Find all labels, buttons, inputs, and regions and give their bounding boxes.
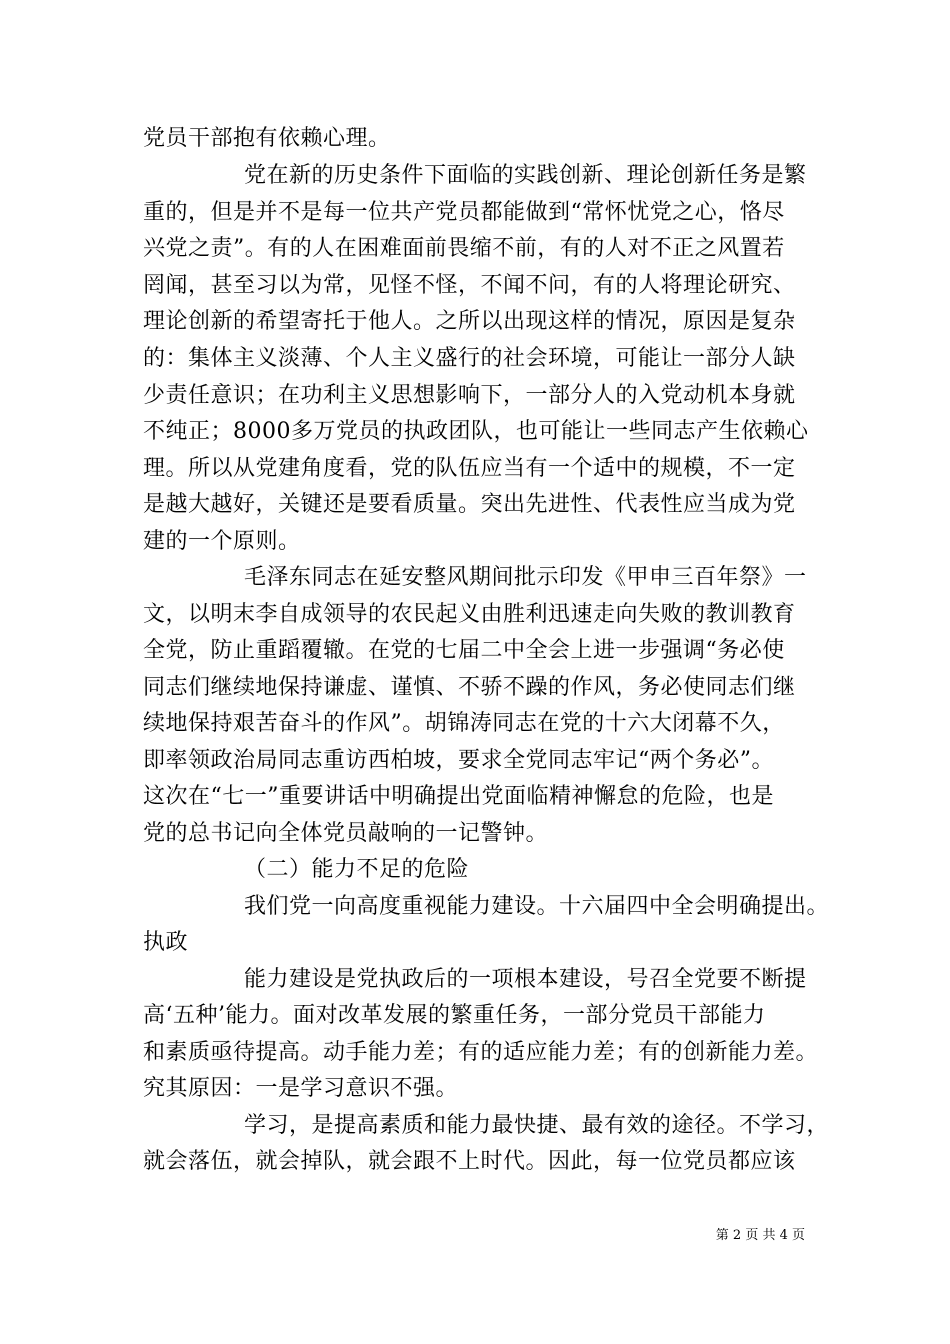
text-line: 党员干部抱有依赖心理。 (143, 126, 391, 151)
text-line: 究其原因：一是学习意识不强。 (143, 1076, 459, 1101)
text-line: 建的一个原则。 (143, 529, 301, 554)
text-line: 和素质亟待提高。动手能力差；有的适应能力差；有的创新能力差。 (143, 1040, 819, 1065)
text-line: 文，以明末李自成领导的农民起义由胜利迅速走向失败的教训教育 (143, 602, 796, 627)
paragraph-first-line: 学习，是提高素质和能力最快捷、最有效的途径。不学习， (244, 1113, 830, 1138)
paragraph-first-line: 党在新的历史条件下面临的实践创新、理论创新任务是繁 (244, 163, 807, 188)
text-line: 执政 (143, 930, 189, 955)
text-line: 理论创新的希望寄托于他人。之所以出现这样的情况，原因是复杂 (143, 309, 796, 334)
text-line: 高‘五种’能力。面对改革发展的繁重任务，一部分党员干部能力 (143, 1003, 766, 1028)
text-line: 少责任意识；在功利主义思想影响下，一部分人的入党动机本身就 (143, 383, 796, 408)
text-line: 理。所以从党建角度看，党的队伍应当有一个适中的规模，不一定 (143, 456, 796, 481)
page-number-footer: 第 2 页 共 4 页 (715, 1228, 805, 1243)
paragraph-first-line: 能力建设是党执政后的一项根本建设，号召全党要不断提 (244, 967, 807, 992)
text-line: 同志们继续地保持谦虚、谨慎、不骄不躁的作风，务必使同志们继 (143, 675, 796, 700)
text-line: 这次在“七一”重要讲话中明确提出党面临精神懈怠的危险，也是 (143, 784, 774, 809)
text-line: 就会落伍，就会掉队，就会跟不上时代。因此，每一位党员都应该 (143, 1149, 796, 1174)
section-heading: （二）能力不足的危险 (244, 857, 470, 882)
text-line: 的：集体主义淡薄、个人主义盛行的社会环境，可能让一部分人缺 (143, 346, 796, 371)
text-line: 罔闻，甚至习以为常，见怪不怪，不闻不问，有的人将理论研究、 (143, 273, 796, 298)
paragraph-first-line: 我们党一向高度重视能力建设。十六届四中全会明确提出。 (244, 894, 830, 919)
text-line: 全党，防止重蹈覆辙。在党的七届二中全会上进一步强调“务必使 (143, 638, 785, 663)
text-line: 党的总书记向全体党员敲响的一记警钟。 (143, 821, 549, 846)
text-line: 兴党之责”。有的人在困难面前畏缩不前，有的人对不正之风置若 (143, 236, 785, 261)
text-line: 重的，但是并不是每一位共产党员都能做到“常怀忧党之心，恪尽 (143, 200, 785, 225)
text-line: 续地保持艰苦奋斗的作风”。胡锦涛同志在党的十六大闭幕不久， (143, 711, 785, 736)
text-line: 即率领政治局同志重访西柏坡，要求全党同志牢记“两个务必”。 (143, 748, 774, 773)
text-line: 是越大越好，关键还是要看质量。突出先进性、代表性应当成为党 (143, 492, 796, 517)
text-line: 不纯正；8000多万党员的执政团队，也可能让一些同志产生依赖心 (143, 419, 809, 444)
paragraph-first-line: 毛泽东同志在延安整风期间批示印发《甲申三百年祭》一 (244, 565, 807, 590)
